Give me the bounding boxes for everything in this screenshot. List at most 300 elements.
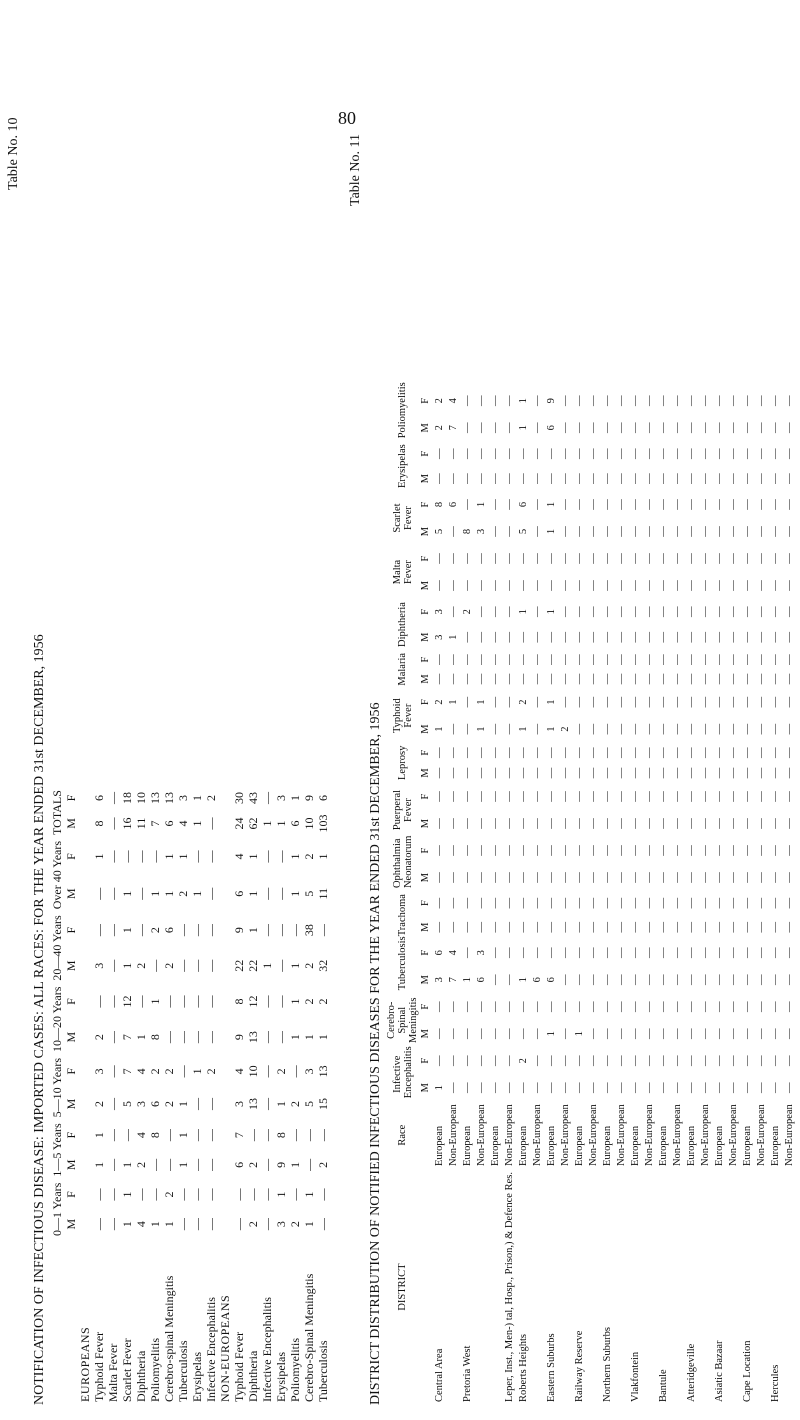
value-cell: — [742,974,753,985]
value-cell: — [630,631,641,643]
value-cell: — [532,1001,543,1012]
value-cell: 1 [518,977,529,983]
value-cell: 1 [518,425,529,431]
value-cell: 1 [302,1221,316,1228]
value-cell: — [616,872,627,883]
value-cell: — [756,631,767,643]
value-cell: 1 [316,1034,330,1041]
value-cell: — [672,872,683,883]
value-cell: — [190,1129,204,1142]
mf-header: M [420,473,431,484]
value-cell: 1 [434,1085,445,1091]
value-cell: — [560,553,571,564]
value-cell: 1 [546,726,557,732]
value-cell: — [686,947,697,958]
value-cell: — [588,580,599,591]
value-cell: — [490,499,501,510]
value-cell: — [504,1055,515,1066]
value-cell: — [756,395,767,407]
value-cell: — [770,654,781,665]
disease-name: Scarlet Fever [120,1338,134,1402]
table-10 [30,35,330,1405]
district-name [699,1169,713,1405]
value-cell: — [448,606,459,618]
value-cell: — [728,767,739,779]
value-cell: 9 [232,927,246,934]
race-cell: European [630,1125,641,1167]
value-cell: — [462,897,473,909]
value-cell: — [574,974,585,985]
value-cell: — [532,845,543,856]
value-cell: 2 [148,1068,162,1075]
value-cell: — [532,921,543,933]
value-cell: — [560,1001,571,1012]
district-header: DISTRICT [396,1263,408,1311]
value-cell: — [630,974,641,985]
value-cell: — [588,526,599,537]
value-cell: 24 [232,817,246,830]
value-cell: — [462,723,473,735]
value-cell: — [546,654,557,665]
value-cell: — [714,580,725,591]
value-cell: — [644,473,655,484]
disease-name: Diphtheria [134,1350,148,1402]
value-cell: — [134,995,148,1008]
value-cell: 6 [546,425,557,431]
value-cell: — [602,606,613,618]
value-cell: — [462,631,473,643]
value-cell: — [274,1031,288,1044]
value-cell: — [672,631,683,643]
value-cell: 5 [120,1100,134,1107]
value-cell: 38 [302,924,316,937]
value-cell: — [574,1055,585,1066]
value-cell: — [490,448,501,459]
value-cell: — [644,422,655,434]
value-cell: — [462,818,473,829]
value-cell: — [260,995,274,1008]
value-cell: — [756,767,767,779]
value-cell: — [476,422,487,434]
value-cell: — [490,1082,501,1093]
value-cell: 1 [288,1034,302,1041]
value-cell: — [756,1001,767,1012]
value-cell: — [658,818,669,829]
value-cell: — [784,499,795,510]
value-cell: — [504,818,515,829]
value-cell: — [448,723,459,735]
disease-header: Tuberculosis [397,936,408,991]
value-cell: — [448,526,459,537]
value-cell: — [756,696,767,708]
value-cell: — [700,499,711,510]
disease-header: Malaria [397,652,408,686]
value-cell: — [316,924,330,937]
value-cell: — [134,1188,148,1201]
race-header: Race [396,1124,408,1146]
value-cell: — [658,422,669,434]
table-row [260,787,274,1405]
value-cell: — [770,767,781,779]
value-cell: — [574,1001,585,1012]
value-cell: — [560,422,571,434]
value-cell: 1 [476,501,487,508]
mf-header: M [420,423,431,433]
value-cell: 2 [92,1034,106,1041]
value-cell: — [686,631,697,643]
value-cell: 1 [120,1191,134,1198]
value-cell: — [190,1188,204,1201]
value-cell: — [630,422,641,434]
value-cell: — [476,606,487,618]
value-cell: — [490,974,501,985]
value-cell: — [434,747,445,758]
value-cell: 3 [92,1068,106,1075]
value-cell: — [756,872,767,883]
value-cell: — [686,580,697,591]
value-cell: — [134,887,148,900]
value-cell: — [106,1129,120,1142]
value-cell: — [644,767,655,779]
value-cell: — [176,959,190,972]
value-cell: — [574,897,585,909]
district-name [615,1169,629,1405]
value-cell: — [784,747,795,758]
value-cell: — [462,791,473,802]
value-cell: — [630,448,641,459]
value-cell: — [518,767,529,779]
value-cell: — [630,897,641,909]
value-cell: — [728,1082,739,1093]
value-cell: — [490,921,501,933]
table-row [643,387,657,1405]
value-cell: — [672,767,683,779]
value-cell: — [588,897,599,909]
value-cell: — [532,673,543,685]
value-cell: — [462,553,473,564]
disease-name: Infective Encephalitis [260,1297,274,1402]
value-cell: — [204,1188,218,1201]
value-cell: — [742,747,753,758]
value-cell: 1 [190,795,204,802]
value-cell: — [714,606,725,618]
value-cell: — [434,553,445,564]
value-cell: — [672,673,683,685]
district-name [671,1169,685,1405]
value-cell: — [462,947,473,958]
value-cell: — [274,850,288,863]
disease-header: Cerebro-Spinal Meningitis [386,997,419,1043]
age-group-header: 20—40 Years [50,915,64,981]
value-cell: — [490,696,501,708]
value-cell: — [770,606,781,618]
value-cell: — [630,696,641,708]
value-cell: — [434,580,445,591]
value-cell: — [602,395,613,407]
table-11-title: DISTRICT DISTRIBUTION OF NOTIFIED INFECTIOUS DISEASES FOR THE YEAR ENDED 31st DECEMBER, 1956 [368,702,383,1405]
value-cell: — [686,791,697,802]
value-cell: — [672,654,683,665]
district-name [643,1169,657,1405]
value-cell: — [686,654,697,665]
value-cell: — [518,791,529,802]
value-cell: — [770,897,781,909]
value-cell: — [588,947,599,958]
value-cell: — [728,791,739,802]
value-cell: 1 [190,890,204,897]
table-row [120,787,134,1405]
value-cell: — [742,673,753,685]
value-cell: — [532,791,543,802]
value-cell: — [546,473,557,484]
value-cell: — [658,845,669,856]
value-cell: 43 [246,792,260,805]
value-cell: — [532,654,543,665]
value-cell: — [232,1218,246,1231]
value-cell: — [574,791,585,802]
value-cell: 4 [232,1068,246,1075]
value-cell: — [518,473,529,484]
value-cell: 1 [176,1132,190,1139]
value-cell: 1 [246,890,260,897]
value-cell: — [616,654,627,665]
value-cell: — [742,654,753,665]
value-cell: — [658,553,669,564]
value-cell: 1 [288,795,302,802]
value-cell: — [602,1001,613,1012]
value-cell: — [260,1031,274,1044]
value-cell: — [686,473,697,484]
value-cell: — [476,473,487,484]
value-cell: — [490,526,501,537]
value-cell: — [288,924,302,937]
race-cell: European [686,1125,697,1167]
value-cell: — [490,473,501,484]
mf-header: F [420,450,431,457]
value-cell: — [728,673,739,685]
mf-header: F [64,794,78,802]
value-cell: — [588,473,599,484]
value-cell: — [560,606,571,618]
value-cell: 6 [162,820,176,827]
value-cell: — [532,422,543,434]
value-cell: — [756,947,767,958]
value-cell: — [672,947,683,958]
value-cell: — [546,921,557,933]
value-cell: — [658,767,669,779]
mf-header: M [420,975,431,985]
race-cell: Non-European [756,1104,767,1167]
value-cell: — [756,921,767,933]
value-cell: — [756,473,767,484]
value-cell: — [462,422,473,434]
value-cell: — [686,1028,697,1039]
value-cell: — [756,791,767,802]
value-cell: — [700,872,711,883]
value-cell: — [700,654,711,665]
race-cell: Non-European [728,1104,739,1167]
table-row [475,387,489,1405]
value-cell: — [630,767,641,779]
value-cell: — [204,1218,218,1231]
disease-name: Infective Encephalitis [204,1297,218,1402]
value-cell: — [742,606,753,618]
value-cell: 5 [302,890,316,897]
value-cell: — [784,897,795,909]
value-cell: — [518,872,529,883]
race-cell: Non-European [784,1104,795,1167]
value-cell: 4 [134,1132,148,1139]
value-cell: 2 [92,1100,106,1107]
value-cell: — [630,818,641,829]
value-cell: — [260,924,274,937]
value-cell: — [700,921,711,933]
value-cell: — [714,872,725,883]
value-cell: — [770,1028,781,1039]
value-cell: — [462,747,473,758]
value-cell: — [602,845,613,856]
value-cell: 1 [120,1221,134,1228]
value-cell: — [204,1158,218,1171]
value-cell: — [672,1001,683,1012]
value-cell: — [700,1028,711,1039]
value-cell: 7 [232,1132,246,1139]
value-cell: — [490,606,501,618]
value-cell: — [504,723,515,735]
value-cell: — [560,526,571,537]
value-cell: 7 [120,1068,134,1075]
value-cell: — [176,995,190,1008]
value-cell: — [120,850,134,863]
value-cell: — [714,499,725,510]
value-cell: — [714,818,725,829]
value-cell: — [630,1001,641,1012]
value-cell: — [644,606,655,618]
value-cell: 1 [120,1161,134,1168]
value-cell: — [518,448,529,459]
value-cell: — [700,747,711,758]
table-row [629,387,643,1405]
value-cell: — [686,845,697,856]
value-cell: — [714,696,725,708]
value-cell: — [588,723,599,735]
mf-header: F [64,1131,78,1139]
disease-name: Tuberculosis [316,1340,330,1402]
age-group-header: 5—10 Years [50,1057,64,1118]
value-cell: — [518,553,529,564]
value-cell: — [518,947,529,958]
value-cell: — [518,818,529,829]
value-cell: — [616,1028,627,1039]
value-cell: — [574,395,585,407]
value-cell: — [686,606,697,618]
value-cell: — [644,654,655,665]
district-name: Pretoria West [462,1345,473,1402]
race-cell: European [602,1125,613,1167]
value-cell: — [434,448,445,459]
value-cell: — [672,897,683,909]
value-cell: — [770,499,781,510]
value-cell: 6 [316,795,330,802]
value-cell: — [546,791,557,802]
value-cell: — [770,921,781,933]
value-cell: — [574,526,585,537]
value-cell: 1 [190,820,204,827]
value-cell: — [644,1055,655,1066]
value-cell: — [728,654,739,665]
section-heading: EUROPEANS [78,1326,92,1402]
value-cell: — [742,1001,753,1012]
value-cell: — [602,580,613,591]
value-cell: — [700,580,711,591]
value-cell: — [728,818,739,829]
value-cell: — [588,1001,599,1012]
value-cell: — [602,673,613,685]
value-cell: — [504,791,515,802]
value-cell: 1 [274,1100,288,1107]
value-cell: — [714,553,725,564]
value-cell: — [574,947,585,958]
value-cell: 6 [148,1100,162,1107]
value-cell: — [616,473,627,484]
race-cell: European [658,1125,669,1167]
value-cell: — [686,974,697,985]
value-cell: — [560,580,571,591]
value-cell: — [462,473,473,484]
value-cell: — [448,448,459,459]
value-cell: — [574,580,585,591]
value-cell: — [742,696,753,708]
mf-header: M [420,922,431,932]
value-cell: — [574,767,585,779]
value-cell: — [770,872,781,883]
mf-header: M [420,818,431,829]
value-cell: — [560,1082,571,1093]
value-cell: — [504,526,515,537]
value-cell: — [148,1188,162,1201]
value-cell: 6 [92,795,106,802]
value-cell: — [658,448,669,459]
value-cell: — [106,1097,120,1110]
value-cell: — [728,845,739,856]
mf-row [419,387,433,1405]
table-row [433,387,447,1405]
value-cell: — [616,791,627,802]
mf-header: F [420,749,431,756]
value-cell: — [462,872,473,883]
value-cell: — [714,791,725,802]
value-cell: — [770,526,781,537]
header-row [386,387,419,1405]
value-cell: — [434,897,445,909]
disease-name: Typhoid Fever [232,1331,246,1402]
value-cell: — [658,1055,669,1066]
value-cell: 2 [434,425,445,431]
disease-name: Erysipelas [190,1352,204,1402]
district-name: Roberts Heights [518,1334,529,1402]
mf-header: F [420,793,431,800]
value-cell: — [602,872,613,883]
value-cell: — [588,818,599,829]
mf-header: M [64,960,78,972]
value-cell: — [686,696,697,708]
value-cell: — [630,606,641,618]
value-cell: — [546,747,557,758]
value-cell: — [316,1129,330,1142]
value-cell: — [658,654,669,665]
value-cell: — [518,845,529,856]
value-cell: — [672,1055,683,1066]
